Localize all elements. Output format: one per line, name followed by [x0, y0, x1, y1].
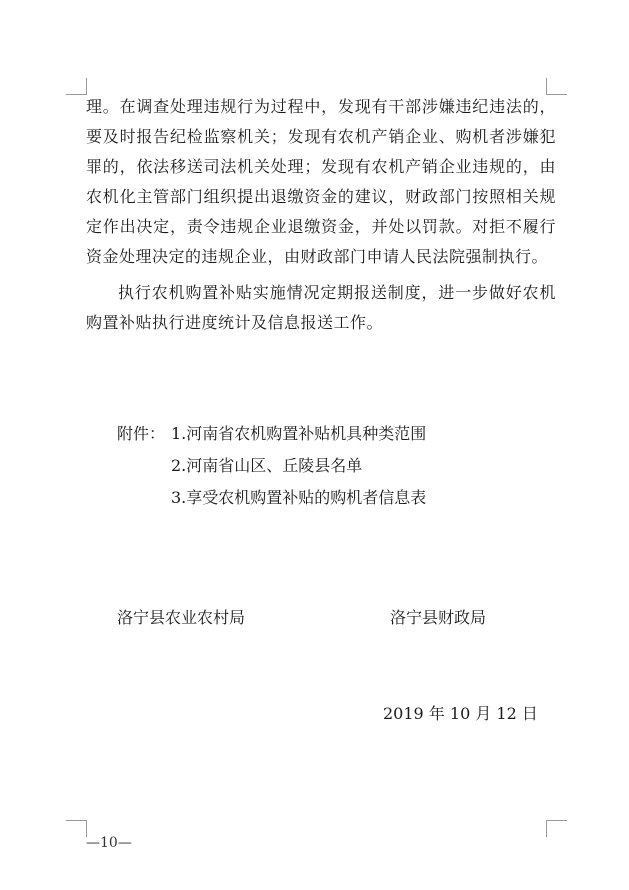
paragraph-continued: 理。在调查处理违规行为过程中，发现有干部涉嫌违纪违法的，要及时报告纪检监察机关；发现有农机产销企业、购机者涉嫌犯罪的，依法移送司法机关处理；发现有农机产销企业违规的，由农机化主管部门组织提出退缴资金的建议，财政部门按照相关规定作出决定，责令违规企业退缴资金，并处以罚款。对拒不履行资金处理决定的违规企业，由财政部门申请人民法院强制执行。	[86, 97, 556, 266]
attachments-list	[117, 418, 426, 514]
page-number: —10—	[86, 835, 132, 851]
attachment-item: 2.河南省山区、丘陵县名单	[171, 456, 363, 475]
signature-agriculture-bureau: 洛宁县农业农村局	[117, 608, 246, 627]
signature-finance-bureau: 洛宁县财政局	[390, 608, 487, 627]
attachment-row	[117, 482, 426, 514]
corner-mark-bottom-left	[66, 820, 87, 837]
attachment-row	[117, 418, 426, 450]
issue-date: 2019 年 10 月 12 日	[383, 704, 538, 723]
attachment-row	[117, 450, 426, 482]
document-body	[86, 92, 556, 338]
attachment-item: 3.享受农机购置补贴的购机者信息表	[171, 488, 427, 507]
paragraph-reporting-system: 执行农机购置补贴实施情况定期报送制度，进一步做好农机购置补贴执行进度统计及信息报送工作。	[86, 283, 556, 332]
corner-mark-top-left	[66, 78, 87, 95]
attachments-label: 附件：	[117, 424, 166, 443]
corner-mark-bottom-right	[546, 820, 567, 837]
attachment-item: 1.河南省农机购置补贴机具种类范围	[171, 424, 427, 443]
